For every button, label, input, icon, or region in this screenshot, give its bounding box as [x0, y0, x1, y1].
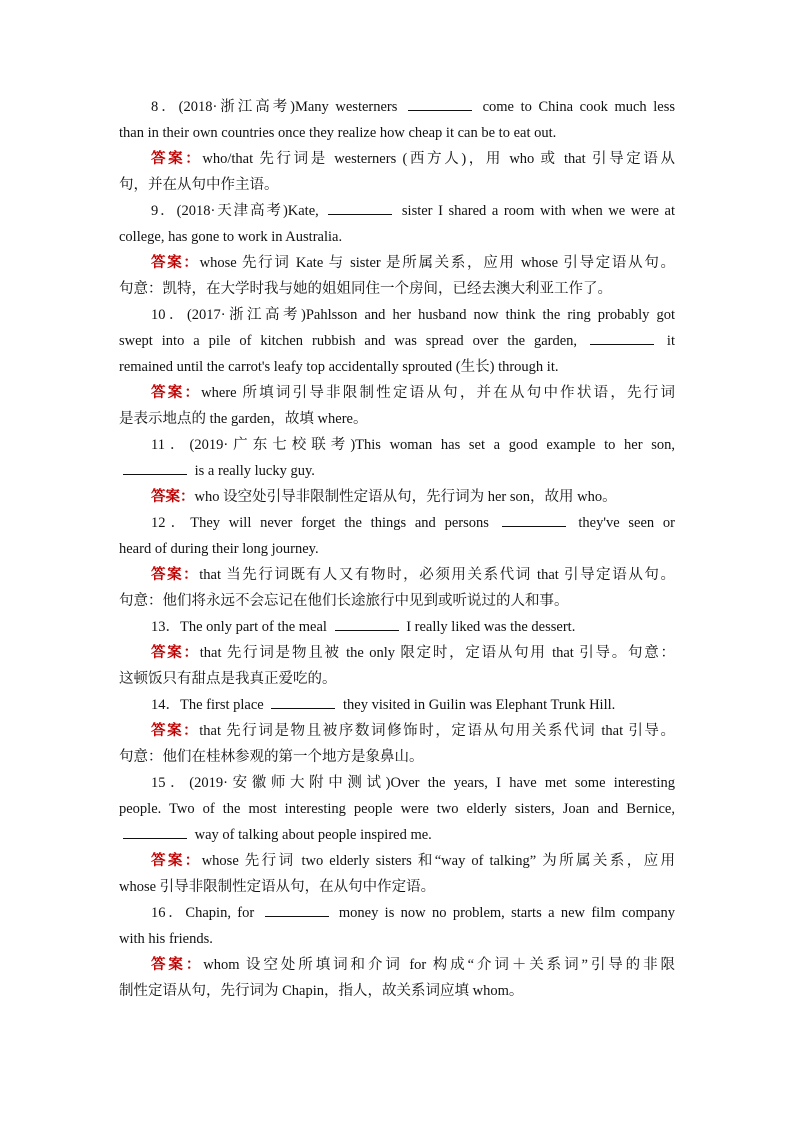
answer-explanation: whose 引导非限制性定语从句，在从句中作定语。: [119, 879, 436, 895]
answer-label: 答案：: [151, 957, 204, 973]
answer-label: 答案：: [151, 723, 200, 739]
question-stem: [119, 302, 675, 328]
answer-explanation: 句意：凯特，在大学时我与她的姐姐同住一个房间，已经去澳大利亚工作了。: [119, 281, 612, 297]
answer-continuation: [119, 874, 675, 900]
question-continuation: [119, 796, 675, 822]
question-continuation: [119, 926, 675, 952]
question-item: [119, 198, 675, 302]
answer-line: [119, 952, 675, 978]
question-text: than in their own countries once they realize how cheap it can be to eat out.: [119, 125, 557, 141]
answer-explanation: whose 先行词 two elderly sisters 和“way of talking” 为所属关系，应用: [201, 853, 675, 869]
question-text: 15．(2019·安徽师大附中测试)Over the years, I have met some interesting: [151, 775, 675, 791]
question-text: I really liked was the dessert.: [402, 619, 576, 635]
answer-blank: [328, 200, 392, 215]
question-text: remained until the carrot's leafy top accidentally sprouted (生长) through it.: [119, 359, 559, 375]
question-item: [119, 770, 675, 900]
question-text: 13．The only part of the meal: [151, 619, 331, 635]
question-text: with his friends.: [119, 931, 213, 947]
question-item: [119, 432, 675, 510]
answer-line: [119, 718, 675, 744]
question-text: is a really lucky guy.: [191, 463, 315, 479]
answer-label: 答案：: [151, 385, 202, 401]
question-stem: [119, 510, 675, 536]
answer-line: [119, 484, 675, 510]
question-list: [119, 94, 675, 1004]
answer-blank: [123, 824, 187, 839]
answer-explanation: that 先行词是物且被序数词修饰时，定语从句用关系代词 that 引导。: [199, 723, 675, 739]
question-item: [119, 94, 675, 198]
question-continuation: [119, 822, 675, 848]
question-text: 11．(2019·广东七校联考)This woman has set a good example to her son,: [151, 437, 675, 453]
answer-explanation: that 先行词是物且被 the only 限定时，定语从句用 that 引导。句意：: [199, 645, 675, 661]
question-text: 9．(2018·天津高考)Kate,: [151, 203, 325, 219]
answer-label: 答案：: [151, 645, 200, 661]
question-item: [119, 302, 675, 432]
answer-label: 答案：: [151, 567, 200, 583]
question-text: 12．They will never forget the things and persons: [151, 515, 498, 531]
question-continuation: [119, 536, 675, 562]
answer-line: [119, 562, 675, 588]
question-stem: [119, 692, 675, 718]
answer-continuation: [119, 406, 675, 432]
answer-blank: [335, 616, 399, 631]
question-text: people. Two of the most interesting people were two elderly sisters, Joan and Bernice,: [119, 801, 675, 817]
answer-explanation: whose 先行词 Kate 与 sister 是所属关系，应用 whose 引导定语从句。: [199, 255, 675, 271]
answer-line: [119, 146, 675, 172]
question-stem: [119, 770, 675, 796]
question-text: come to China cook much less: [476, 99, 675, 115]
answer-label: 答案：: [151, 255, 200, 271]
answer-explanation: 这顿饭只有甜点是我真正爱吃的。: [119, 671, 337, 687]
answer-label: 答案：: [151, 853, 202, 869]
question-text: money is now no problem, starts a new film company: [332, 905, 675, 921]
answer-explanation: who/that 先行词是 westerners (西方人)，用 who 或 that 引导定语从: [202, 151, 675, 167]
question-item: [119, 510, 675, 614]
answer-blank: [265, 902, 329, 917]
question-stem: [119, 614, 675, 640]
question-text: swept into a pile of kitchen rubbish and was spread over the garden,: [119, 333, 586, 349]
answer-continuation: [119, 276, 675, 302]
question-text: 14．The first place: [151, 697, 268, 713]
answer-label: 答案：: [151, 151, 203, 167]
question-continuation: [119, 458, 675, 484]
question-item: [119, 900, 675, 1004]
question-text: they visited in Guilin was Elephant Trunk Hill.: [339, 697, 616, 713]
question-continuation: [119, 328, 675, 354]
answer-line: [119, 380, 675, 406]
answer-blank: [590, 330, 654, 345]
question-continuation: [119, 120, 675, 146]
question-item: [119, 692, 675, 770]
answer-label: 答案：: [151, 489, 195, 505]
answer-continuation: [119, 978, 675, 1004]
answer-explanation: 制性定语从句，先行词为 Chapin，指人，故关系词应填 whom。: [119, 983, 524, 999]
question-stem: [119, 900, 675, 926]
question-stem: [119, 198, 675, 224]
answer-blank: [408, 96, 472, 111]
answer-explanation: that 当先行词既有人又有物时，必须用关系代词 that 引导定语从句。: [199, 567, 675, 583]
answer-blank: [271, 694, 335, 709]
question-text: 10．(2017·浙江高考)Pahlsson and her husband now think the ring probably got: [151, 307, 675, 323]
answer-explanation: 句，并在从句中作主语。: [119, 177, 279, 193]
answer-continuation: [119, 744, 675, 770]
question-text: 16．Chapin, for: [151, 905, 261, 921]
question-stem: [119, 94, 675, 120]
question-item: [119, 614, 675, 692]
answer-explanation: who 设空处引导非限制性定语从句，先行词为 her son，故用 who。: [194, 489, 617, 505]
answer-explanation: whom 设空处所填词和介词 for 构成“介词＋关系词”引导的非限: [203, 957, 675, 973]
question-stem: [119, 432, 675, 458]
question-continuation: [119, 224, 675, 250]
question-text: sister I shared a room with when we were at: [396, 203, 675, 219]
answer-line: [119, 640, 675, 666]
question-text: heard of during their long journey.: [119, 541, 319, 557]
answer-continuation: [119, 172, 675, 198]
question-text: 8．(2018·浙江高考)Many westerners: [151, 99, 404, 115]
answer-blank: [123, 460, 187, 475]
answer-blank: [502, 512, 566, 527]
question-text: college, has gone to work in Australia.: [119, 229, 343, 245]
answer-explanation: 是表示地点的 the garden，故填 where。: [119, 411, 368, 427]
answer-continuation: [119, 588, 675, 614]
answer-line: [119, 848, 675, 874]
question-continuation: [119, 354, 675, 380]
answer-explanation: where 所填词引导非限制性定语从句，并在从句中作状语，先行词: [201, 385, 675, 401]
answer-line: [119, 250, 675, 276]
answer-continuation: [119, 666, 675, 692]
answer-explanation: 句意：他们在桂林参观的第一个地方是象鼻山。: [119, 749, 424, 765]
question-text: it: [657, 333, 675, 349]
answer-explanation: 句意：他们将永远不会忘记在他们长途旅行中见到或听说过的人和事。: [119, 593, 569, 609]
question-text: way of talking about people inspired me.: [191, 827, 432, 843]
question-text: they've seen or: [569, 515, 675, 531]
